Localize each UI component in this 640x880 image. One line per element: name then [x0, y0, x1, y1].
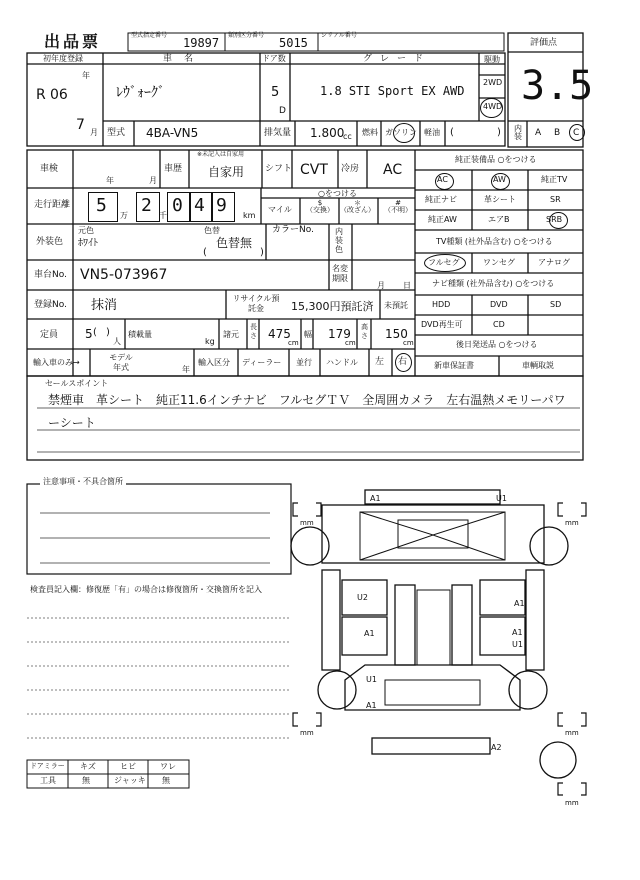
recycle-unpaid: 未預託 [384, 301, 408, 310]
mileage-label: 走行距離 [34, 200, 71, 210]
equip-sr: SR [550, 195, 561, 204]
color-paren-close: ) [260, 247, 264, 258]
usage-note: ※未記入は自家用 [197, 151, 245, 158]
nav-sd: SD [550, 300, 562, 309]
serial-label: シリアル番号 [321, 32, 357, 39]
load-unit: kg [205, 337, 215, 346]
tread-rear-left-mm: mm [300, 729, 314, 737]
grade-value: 1.8 STI Sport EX AWD [320, 84, 465, 98]
width-label: 幅 [304, 330, 312, 339]
height-cm: cm [403, 339, 414, 347]
notes-title: 注意事項・不具合箇所 [40, 478, 126, 486]
model-label: 型式 [107, 128, 126, 138]
rating-label: 評価点 [530, 38, 558, 48]
capacity-paren: ( [93, 327, 97, 338]
width-value: 179 [328, 327, 351, 341]
car-name: ﾚｳﾞｫｰｸﾞ [116, 85, 165, 101]
tread-spare-mm: mm [565, 799, 579, 807]
capacity-label: 定員 [40, 330, 59, 340]
first-reg-era: R [36, 87, 46, 103]
equip-srb: SRB [546, 215, 563, 224]
diesel-paren-close: ) [497, 127, 501, 138]
handle-left: 左 [375, 357, 385, 367]
reg-label: 登録No. [34, 300, 67, 310]
first-reg-month: 7 [76, 117, 85, 133]
mark-right-rear-door-a1: A1 [512, 628, 523, 637]
equip-ac-circle [435, 173, 454, 190]
interior-c: C [573, 128, 580, 138]
form-title: 出品票 [44, 32, 102, 51]
drive-2wd: 2WD [483, 78, 503, 87]
mark-left-rear-fender-u1: U1 [366, 675, 377, 684]
door-suffix: D [279, 106, 286, 116]
type-no-label: 型式指定番号 [131, 32, 168, 39]
mini-header-mirror: ドアミラー [30, 762, 65, 770]
first-reg-label: 初年度登録 [43, 54, 83, 63]
import-dealer: ディーラー [242, 358, 282, 367]
diesel-paren: ( [450, 127, 454, 138]
inspection-year-unit: 年 [106, 176, 114, 185]
mileage-digit-5: 9 [216, 195, 227, 216]
model-year-unit: 年 [182, 365, 190, 374]
fuel-gasoline: ガソリン [385, 128, 417, 137]
class-no: 5015 [279, 36, 308, 50]
mini-tools-value: 無 [82, 776, 90, 785]
chassis-label: 車台No. [34, 270, 67, 280]
repaint-value: 色替無 [216, 236, 253, 250]
meter-tampered: ＊ （改ざん） [340, 199, 375, 214]
interior-label: 内装 [514, 124, 522, 141]
sales-line-2: ーシート [48, 416, 96, 430]
mark-right-rear-door-u1: U1 [512, 640, 523, 649]
tv-fullseg: フルセグ [428, 258, 460, 267]
fuel-label: 燃料 [362, 128, 378, 137]
rating-value: 3.5 [521, 63, 594, 109]
tv-title: TV種類 (社外品含む) ○をつける [436, 237, 553, 246]
nav-cd: CD [493, 320, 505, 329]
capacity-value: 5 [85, 327, 93, 341]
inspector-note: 検査員記入欄：修復歴「有」の場合は修復箇所・交換箇所を記入 [30, 585, 262, 594]
month-unit: 月 [90, 128, 98, 137]
fuel-diesel: 軽油 [424, 128, 440, 137]
handle-right: 右 [398, 357, 408, 367]
usage-label: 車歴 [164, 164, 183, 174]
mini-tools: 工具 [40, 776, 56, 785]
height-label: 高さ [361, 323, 368, 340]
title-change-day: 日 [403, 281, 411, 290]
car-name-label: 車名 [163, 54, 206, 64]
drive-label: 駆動 [484, 55, 500, 64]
mark-front-bumper-a1: A1 [370, 494, 381, 503]
equip-aw-genuine: 純正AW [428, 215, 457, 224]
nav-hdd: HDD [432, 300, 451, 309]
mini-header-crack: ヒビ [120, 762, 136, 771]
door-count: 5 [271, 85, 280, 100]
equip-srb-circle [549, 212, 568, 229]
handle-right-circle [395, 353, 412, 372]
mileage-digit-4: 4 [194, 195, 205, 216]
mark-front-bumper-u1: U1 [496, 494, 507, 503]
doc-warranty: 新車保証書 [434, 361, 474, 370]
tv-fullseg-circle [424, 254, 466, 272]
class-no-label: 類別区分番号 [228, 32, 265, 39]
orig-color: ﾎﾜｲﾄ [78, 238, 98, 249]
mark-right-front-door-a1: A1 [514, 599, 525, 608]
meter-circle-note: ○をつける [318, 189, 357, 198]
orig-color-label: 元色 [78, 226, 94, 235]
docs-title: 後日発送品 ○をつける [456, 340, 538, 349]
sales-line-1: 禁煙車 革シート 純正11.6インチナビ フルセグＴＶ 全周囲カメラ 左右温熱メモリーパワ [48, 393, 566, 407]
int-color-label: 内装色 [335, 227, 343, 254]
equip-aw: AW [493, 175, 506, 184]
mini-header-break: ワレ [160, 762, 176, 771]
km-unit: km [243, 211, 256, 220]
equip-navi: 純正ナビ [425, 195, 457, 204]
equip-leather: 革シート [484, 195, 516, 204]
capacity-unit: 人 [113, 337, 121, 346]
title-change-month: 月 [377, 281, 385, 290]
grade-label: グレード [363, 54, 432, 64]
mini-header-scratch: キズ [80, 762, 96, 771]
import-parallel: 並行 [296, 358, 312, 367]
import-type-label: 輸入区分 [198, 358, 230, 367]
drive-4wd-circle [480, 98, 503, 118]
equip-title: 純正装備品 ○をつける [455, 155, 537, 164]
height-value: 150 [385, 327, 408, 341]
tv-oneseg: ワンセグ [483, 258, 515, 267]
import-label: 輸入車のみ→ [33, 358, 80, 367]
door-label: ドア数 [262, 54, 286, 63]
shift-value: CVT [300, 162, 328, 178]
mileage-digit-2: 2 [141, 195, 152, 216]
equip-airbag: エアB [488, 215, 510, 224]
mark-left-rear-door-a1: A1 [364, 629, 375, 638]
tread-front-right-mm: mm [565, 519, 579, 527]
fuel-gas-circle [393, 123, 415, 143]
doc-manual: 車輌取説 [522, 361, 554, 370]
mileage-digit-3: 0 [172, 195, 183, 216]
meter-unknown: # （不明） [384, 199, 412, 214]
displacement-label: 排気量 [264, 128, 292, 138]
recycle-label: リサイクル預託金 [232, 294, 280, 313]
car-diagram [291, 490, 576, 778]
model-year-label: モデル年式 [109, 353, 133, 372]
shift-label: シフト [265, 164, 293, 174]
inspection-label: 車検 [40, 164, 59, 174]
year-unit: 年 [82, 71, 90, 80]
equip-aw-circle [491, 173, 510, 190]
equip-ac: AC [437, 175, 448, 184]
interior-a: A [535, 128, 542, 138]
nav-title: ナビ種類 (社外品含む) ○をつける [432, 279, 555, 288]
recycle-amount: 15,300円預託済 [291, 300, 374, 313]
length-label: 長さ [250, 323, 257, 340]
load-label: 積載量 [128, 330, 152, 339]
cc-unit: cc [343, 132, 352, 141]
color-paren-open: ( [203, 247, 207, 258]
reg-status: 抹消 [91, 298, 118, 313]
man-unit: 万 [120, 211, 128, 220]
width-cm: cm [345, 339, 356, 347]
tv-analog: アナログ [538, 258, 570, 267]
mileage-digit-1: 5 [96, 195, 107, 216]
handle-label: ハンドル [326, 358, 358, 367]
mile-option: マイル [268, 205, 292, 214]
sales-label: セールスポイント [45, 379, 109, 388]
color-no-label: カラーNo. [272, 225, 314, 235]
model-code: 4BA-VN5 [146, 126, 199, 140]
mark-rear-bumper-a2: A2 [491, 743, 502, 752]
drive-4wd: 4WD [483, 102, 503, 111]
ac-label: 冷房 [341, 164, 360, 174]
usage-value: 自家用 [208, 165, 245, 179]
mini-jack-value: 無 [162, 776, 170, 785]
nav-dvd: DVD [490, 300, 508, 309]
capacity-paren-close: ) [106, 327, 110, 338]
mini-jack: ジャッキ [114, 776, 146, 785]
title-change-label: 名変期限 [332, 264, 348, 283]
color-label: 外装色 [36, 237, 64, 247]
inspection-month-unit: 月 [149, 176, 157, 185]
type-no: 19897 [183, 36, 220, 50]
dims-label: 諸元 [223, 330, 239, 339]
interior-b: B [554, 128, 561, 138]
interior-c-circle [569, 124, 585, 141]
mark-left-front-door-u2: U2 [357, 593, 368, 602]
first-reg-year: 06 [50, 87, 68, 103]
meter-exchanged: $ （交換） [306, 199, 334, 214]
new-color-label: 色替 [204, 226, 220, 235]
tread-front-left-mm: mm [300, 519, 314, 527]
length-cm: cm [288, 339, 299, 347]
sen-unit: 千 [159, 211, 167, 220]
length-value: 475 [268, 327, 291, 341]
chassis-value: VN5-073967 [80, 267, 168, 283]
ac-value: AC [383, 162, 403, 178]
mark-left-rear-a1: A1 [366, 701, 377, 710]
equip-tv: 純正TV [541, 175, 568, 184]
displacement-value: 1.800 [310, 126, 345, 140]
tread-rear-right-mm: mm [565, 729, 579, 737]
nav-dvd-play: DVD再生可 [421, 320, 463, 329]
